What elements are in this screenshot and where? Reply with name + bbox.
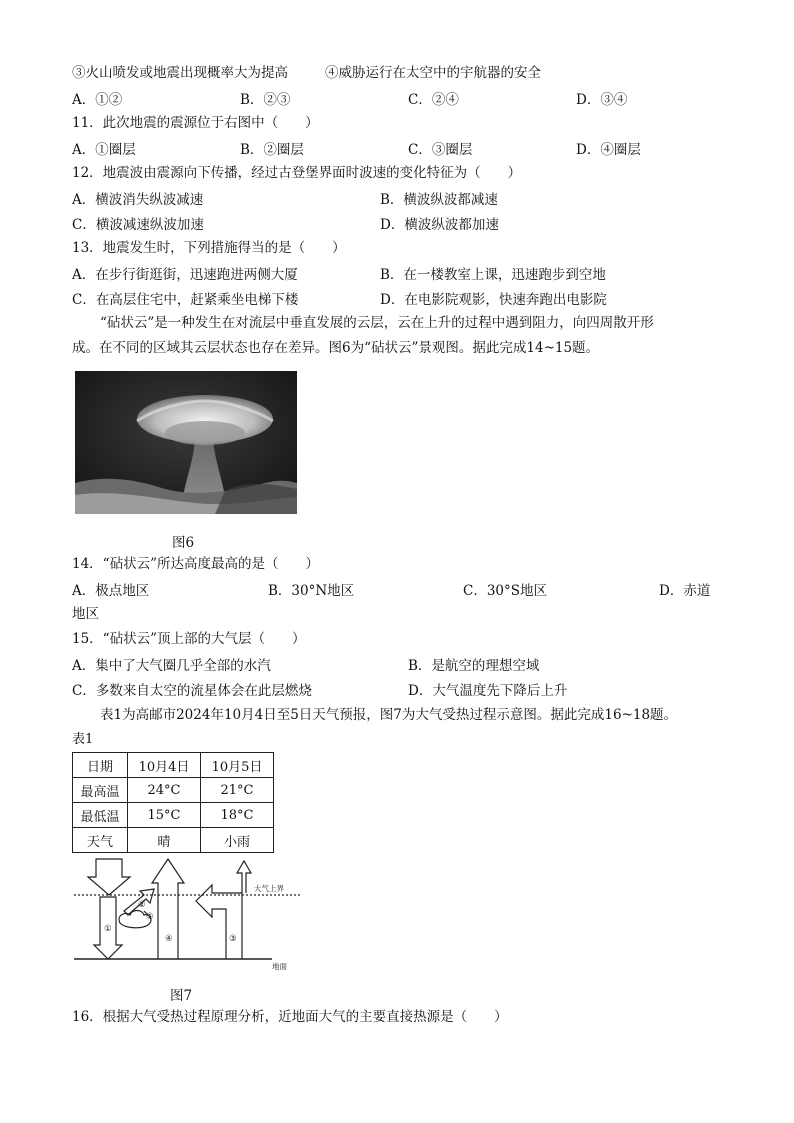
intro-14-15-line1: “砧状云”是一种发生在对流层中垂直发展的云层，云在上升的过程中遇到阻力，向四周散开形 — [100, 315, 654, 331]
intro-16-18: 表1为高邮市2024年10月4日至5日天气预报，图7为大气受热过程示意图。据此完成16~18题。 — [100, 707, 678, 723]
anvil-cloud-photo — [75, 371, 297, 514]
table-header-cell: 日期 — [73, 753, 128, 778]
atmospheric-heating-diagram — [72, 855, 304, 977]
q14-stem: 14．“砧状云”所达高度最高的是（ ） — [72, 556, 319, 572]
weather-table — [72, 752, 274, 853]
q15-stem: 15．“砧状云”顶上部的大气层（ ） — [72, 631, 306, 647]
table-cell: 最高温 — [73, 778, 128, 803]
q10-option-b: B．②③ — [240, 92, 291, 108]
q14-option-d: D．赤道 — [659, 583, 711, 599]
table-row — [73, 778, 274, 803]
q15-option-c: C．多数来自太空的流星体会在此层燃烧 — [72, 683, 312, 699]
arrow-3 — [196, 885, 242, 959]
table-header-cell: 10月5日 — [201, 753, 274, 778]
q11-option-b: B．②圈层 — [240, 142, 304, 158]
table-cell: 晴 — [128, 828, 201, 853]
arrow-mark-5: ⑤ — [146, 912, 154, 922]
q11-option-a: A．①圈层 — [72, 142, 136, 158]
atmosphere-top-label: 大气上界 — [254, 884, 284, 893]
table-cell: 最低温 — [73, 803, 128, 828]
table-header-row — [73, 753, 274, 778]
table-cell: 15°C — [128, 803, 201, 828]
q10-option-d: D．③④ — [576, 92, 628, 108]
q10-option-a: A．①② — [72, 92, 123, 108]
escape-arrow — [237, 861, 251, 893]
q11-option-c: C．③圈层 — [408, 142, 473, 158]
q15-option-b: B．是航空的理想空域 — [408, 658, 540, 674]
q14-option-c: C．30°S地区 — [463, 583, 548, 599]
q11-stem: 11．此次地震的震源位于右图中（ ） — [72, 115, 319, 131]
q10-item-4: ④威胁运行在太空中的宇航器的安全 — [325, 65, 541, 81]
q10-option-c: C．②④ — [408, 92, 459, 108]
q13-stem: 13．地震发生时，下列措施得当的是（ ） — [72, 240, 346, 256]
fig6-caption: 图6 — [172, 535, 195, 551]
q11-option-d: D．④圈层 — [576, 142, 641, 158]
table1-label: 表1 — [72, 732, 94, 747]
table-cell: 天气 — [73, 828, 128, 853]
fig7-caption: 图7 — [170, 988, 193, 1004]
q13-option-b: B．在一楼教室上课，迅速跑步到空地 — [380, 267, 606, 283]
q14-option-b: B．30°N地区 — [268, 583, 355, 599]
table-cell: 小雨 — [201, 828, 274, 853]
arrow-mark-3: ③ — [229, 934, 237, 944]
q15-option-a: A．集中了大气圈几乎全部的水汽 — [72, 658, 271, 674]
table-cell: 24°C — [128, 778, 201, 803]
q14-option-d-wrap: 地区 — [72, 606, 99, 622]
q16-stem: 16．根据大气受热过程原理分析，近地面大气的主要直接热源是（ ） — [72, 1009, 508, 1025]
table-row — [73, 828, 274, 853]
arrow-4 — [152, 859, 184, 959]
q12-option-b: B．横波纵波都减速 — [380, 192, 498, 208]
arrow-mark-1: ① — [104, 924, 112, 934]
table-cell: 18°C — [201, 803, 274, 828]
arrow-mark-4: ④ — [165, 934, 173, 944]
q13-option-c: C．在高层住宅中，赶紧乘坐电梯下楼 — [72, 292, 299, 308]
q13-option-d: D．在电影院观影，快速奔跑出电影院 — [380, 292, 607, 308]
q14-option-a: A．极点地区 — [72, 583, 150, 599]
q10-item-3: ③火山喷发或地震出现概率大为提高 — [72, 65, 288, 81]
table-row — [73, 803, 274, 828]
intro-14-15-line2: 成。在不同的区域其云层状态也存在差异。图6为“砧状云”景观图。据此完成14~15题。 — [72, 340, 600, 356]
ground-label: 地面 — [272, 962, 287, 971]
q12-option-c: C．横波减速纵波加速 — [72, 217, 204, 233]
q15-option-d: D．大气温度先下降后上升 — [408, 683, 568, 699]
q12-stem: 12．地震波由震源向下传播，经过古登堡界面时波速的变化特征为（ ） — [72, 165, 522, 181]
q13-option-a: A．在步行街逛街，迅速跑进两侧大厦 — [72, 267, 298, 283]
q12-option-a: A．横波消失纵波减速 — [72, 192, 204, 208]
table-cell: 21°C — [201, 778, 274, 803]
arrow-mark-2: ② — [138, 900, 146, 910]
solar-radiation-arrow — [88, 859, 130, 895]
table-header-cell: 10月4日 — [128, 753, 201, 778]
q12-option-d: D．横波纵波都加速 — [380, 217, 499, 233]
